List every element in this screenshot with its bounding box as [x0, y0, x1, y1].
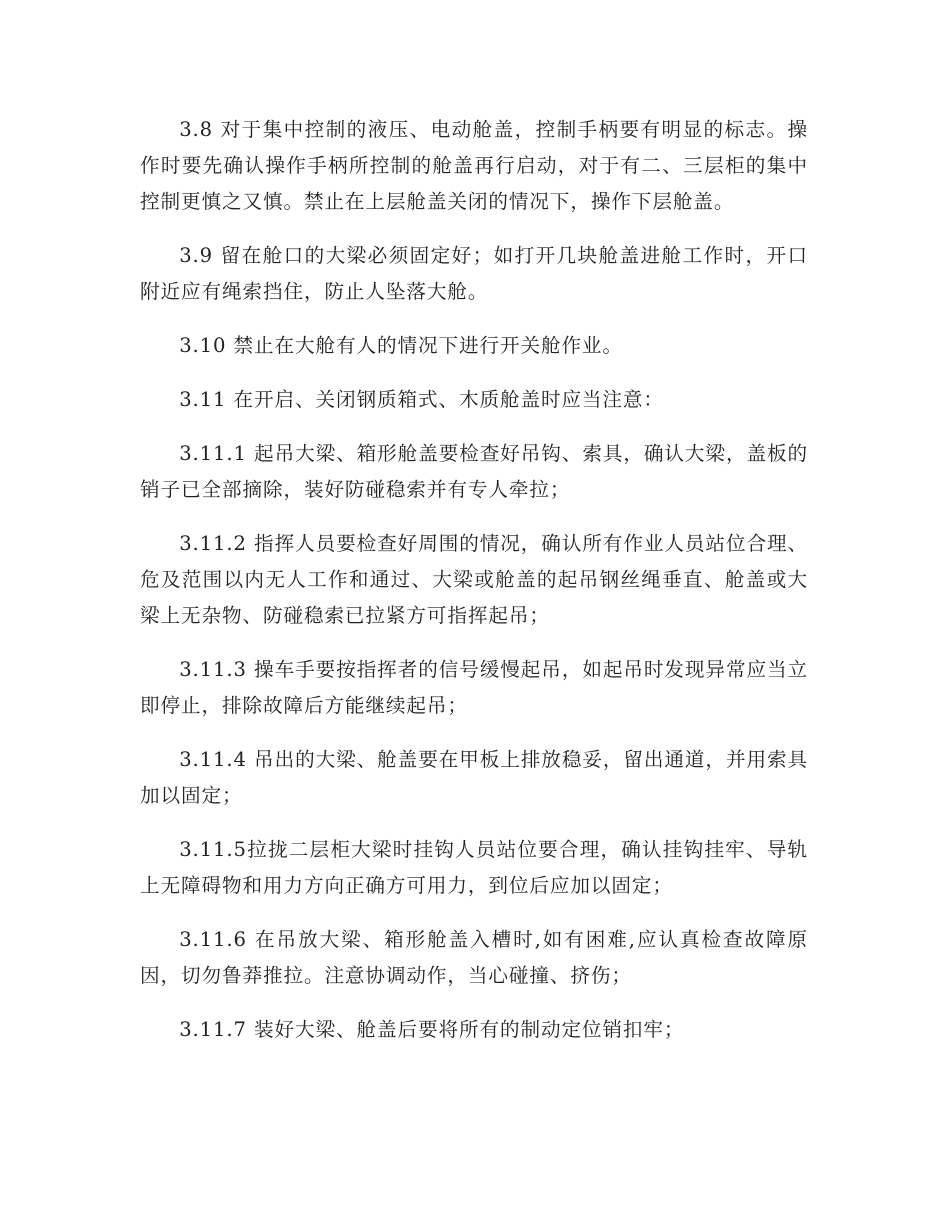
paragraph-3-9: 3.9 留在舱口的大梁必须固定好；如打开几块舱盖进舱工作时，开口附近应有绳索挡住，防止人坠落大舱。	[140, 244, 808, 303]
paragraph-3-11: 3.11 在开启、关闭钢质箱式、木质舱盖时应当注意：	[179, 388, 664, 411]
paragraph-3-11-3: 3.11.3 操车手要按指挥者的信号缓慢起吊，如起吊时发现异常应当立即停止，排除故障后方能继续起吊；	[140, 658, 808, 717]
paragraph-3-11-6: 3.11.6 在吊放大梁、箱形舱盖入槽时,如有困难,应认真检查故障原因，切勿鲁莽推拉。注意协调动作，当心碰撞、挤伤；	[140, 928, 808, 987]
paragraph-3-11-1: 3.11.1 起吊大梁、箱形舱盖要检查好吊钩、索具，确认大梁，盖板的销子已全部摘除，装好防碰稳索并有专人牵拉；	[140, 442, 808, 501]
paragraph-3-11-4: 3.11.4 吊出的大梁、舱盖要在甲板上排放稳妥，留出通道，并用索具加以固定；	[140, 748, 808, 807]
paragraph-3-11-5: 3.11.5拉拢二层柜大梁时挂钩人员站位要合理，确认挂钩挂牢、导轨上无障碍物和用力方向正确方可用力，到位后应加以固定；	[140, 838, 808, 897]
paragraph-3-8: 3.8 对于集中控制的液压、电动舱盖，控制手柄要有明显的标志。操作时要先确认操作手柄所控制的舱盖再行启动，对于有二、三层柜的集中控制更慎之又慎。禁止在上层舱盖关闭的情况下，操作下层舱盖。	[140, 118, 808, 213]
paragraph-3-10: 3.10 禁止在大舱有人的情况下进行开关舱作业。	[179, 334, 623, 357]
document-page	[140, 112, 808, 1066]
paragraph-3-11-7: 3.11.7 装好大梁、舱盖后要将所有的制动定位销扣牢；	[179, 1018, 685, 1041]
paragraph-3-11-2: 3.11.2 指挥人员要检查好周围的情况，确认所有作业人员站位合理、危及范围以内无人工作和通过、大梁或舱盖的起吊钢丝绳垂直、舱盖或大梁上无杂物、防碰稳索已拉紧方可指挥起吊；	[140, 532, 808, 627]
